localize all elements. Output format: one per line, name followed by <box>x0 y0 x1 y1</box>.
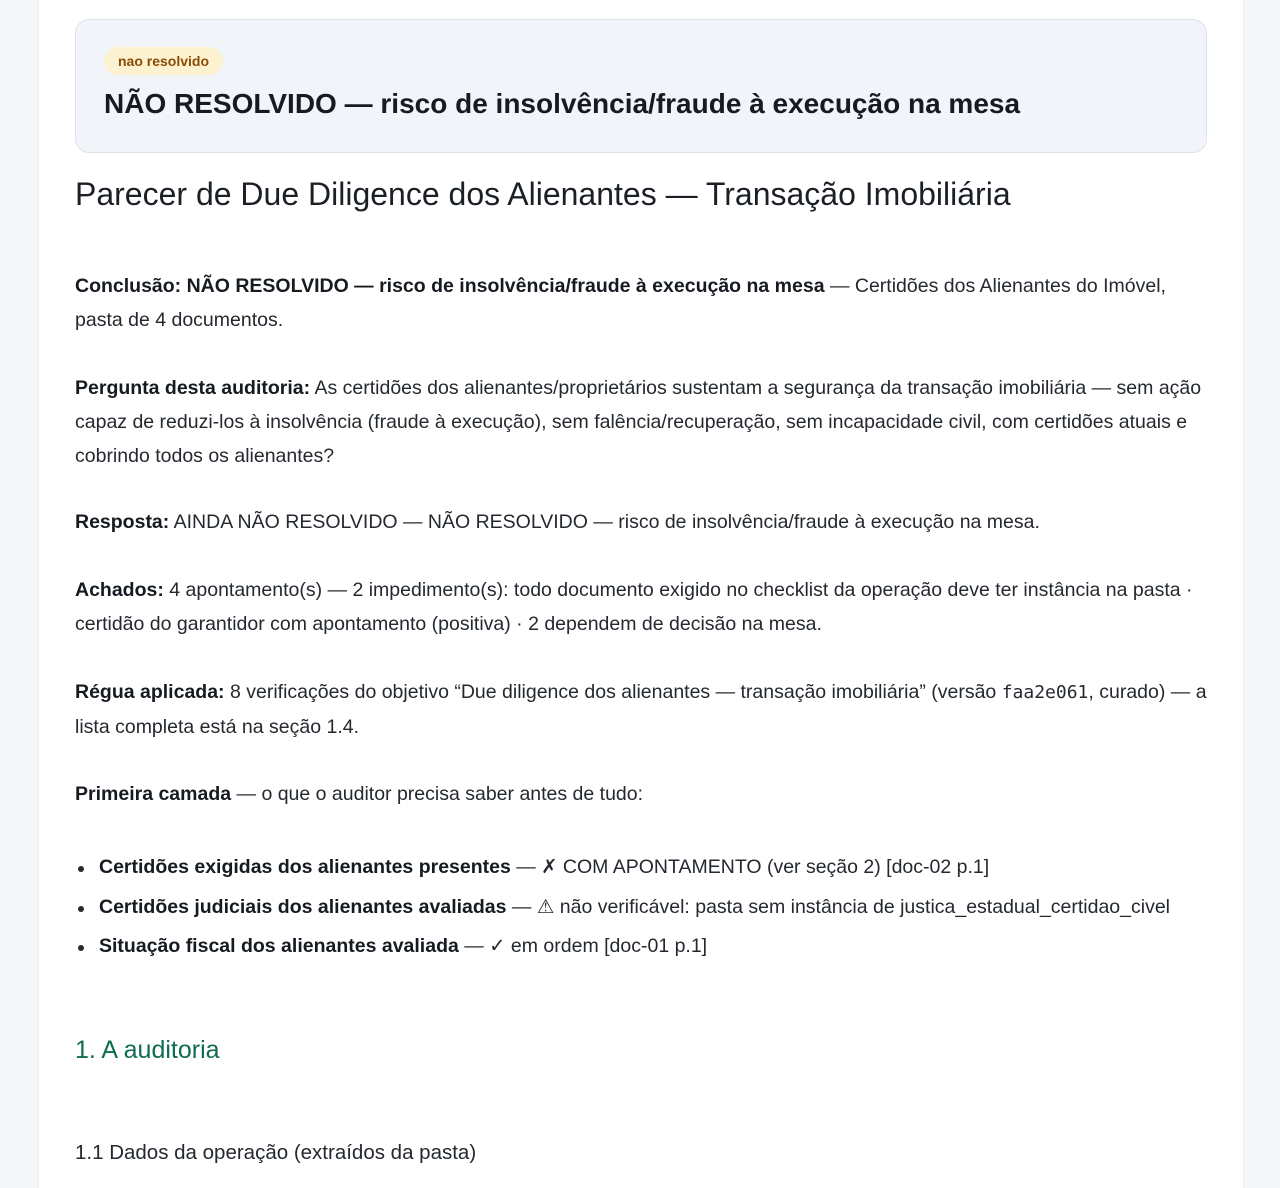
first-layer-label: Primeira camada <box>75 783 232 805</box>
status-banner <box>75 19 1207 153</box>
status-badge: nao resolvido <box>104 47 223 75</box>
rule-label: Régua aplicada: <box>75 681 225 703</box>
findings-paragraph <box>75 573 1209 641</box>
check-label: Situação fiscal dos alienantes avaliada <box>99 935 459 957</box>
question-label: Pergunta desta auditoria: <box>75 377 311 399</box>
conclusion-paragraph <box>75 269 1209 337</box>
page-title: Parecer de Due Diligence dos Alienantes — Transação Imobiliária <box>75 176 1011 212</box>
checks-list <box>75 848 1170 967</box>
list-item <box>75 888 1170 928</box>
answer-paragraph <box>75 505 1209 539</box>
answer-text: AINDA NÃO RESOLVIDO — NÃO RESOLVIDO — risco de insolvência/fraude à execução na mesa. <box>169 511 1040 533</box>
list-item <box>75 927 1170 967</box>
question-paragraph <box>75 371 1209 473</box>
banner-title: NÃO RESOLVIDO — risco de insolvência/fraude à execução na mesa <box>104 88 1021 119</box>
rule-text-after: , curado) — a lista completa está na seção 1.4. <box>75 681 1207 738</box>
list-item <box>75 848 1170 888</box>
first-layer-paragraph <box>75 777 1209 811</box>
conclusion-text: — Certidões dos Alienantes do Imóvel, pasta de 4 documentos. <box>75 275 1166 331</box>
answer-label: Resposta: <box>75 511 170 533</box>
document-page <box>38 0 1244 1188</box>
question-text: As certidões dos alienantes/proprietários sustentam a segurança da transação imobiliária — sem ação capaz de reduzi-los à insolvência (fraude à execução), sem falência/recuperação, sem incapacidade civil, com certidões atuais e cobrindo todos os alienantes? <box>75 377 1202 467</box>
check-text: — ✓ em ordem [doc-01 p.1] <box>458 935 708 957</box>
check-text: — ✗ COM APONTAMENTO (ver seção 2) [doc-02 p.1] <box>510 856 990 878</box>
conclusion-label: Conclusão: NÃO RESOLVIDO — risco de insolvência/fraude à execução na mesa <box>75 275 825 297</box>
check-label: Certidões exigidas dos alienantes presentes <box>99 856 511 878</box>
rule-text-before: 8 verificações do objetivo “Due diligence dos alienantes — transação imobiliária” (versão <box>224 681 1002 703</box>
rule-paragraph <box>75 675 1209 744</box>
first-layer-text: — o que o auditor precisa saber antes de tudo: <box>231 783 644 805</box>
findings-label: Achados: <box>75 579 164 601</box>
check-text: — ⚠ não verificável: pasta sem instância de justica_estadual_certidao_civel <box>506 895 1171 918</box>
section-heading-auditoria: 1. A auditoria <box>75 1036 220 1064</box>
subsection-heading-dados-operacao: 1.1 Dados da operação (extraídos da pasta) <box>75 1141 477 1164</box>
findings-text: 4 apontamento(s) — 2 impedimento(s): todo documento exigido no checklist da operação deve ter instância na pasta · certidão do garantidor com apontamento (positiva) · 2 dependem de decisão na mesa. <box>75 579 1193 635</box>
check-label: Certidões judiciais dos alienantes avaliadas <box>99 895 507 918</box>
rule-version-code: faa2e061 <box>1001 682 1089 703</box>
